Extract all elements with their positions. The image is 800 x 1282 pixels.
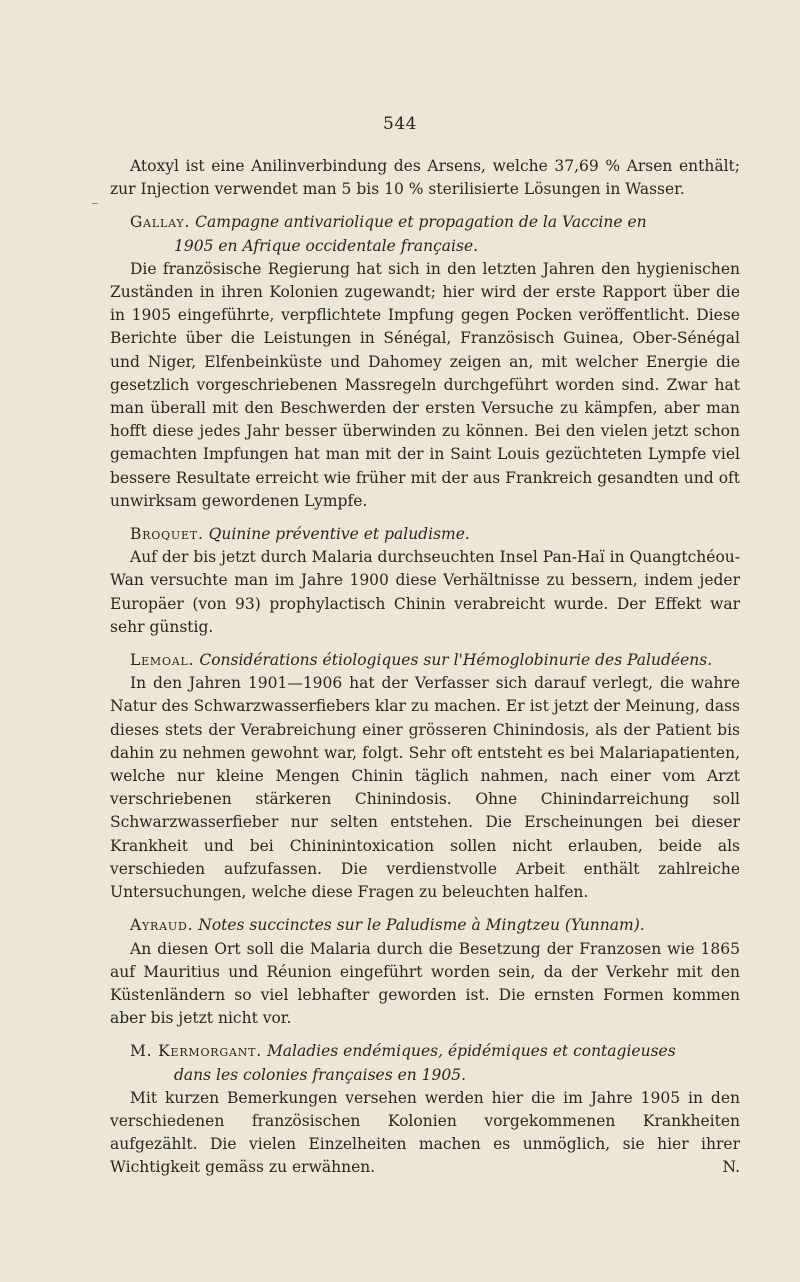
body-broquet: Auf der bis jetzt durch Malaria durchseuchten Insel Pan-Haï in Quangtchéou-Wan versuchte man im Jahre 1900 diese Verhältnisse zu bessern, indem jeder Europäer (von 93) prophylactisch Chinin verabreicht wurde. Der Effekt war sehr günstig. bbox=[110, 548, 740, 636]
section-heading-ayraud bbox=[110, 914, 740, 937]
body-lemoal: In den Jahren 1901—1906 hat der Verfasser sich darauf verlegt, die wahre Natur des Schwarzwasserfiebers klar zu machen. Er ist jetzt der Meinung, dass dieses stets der Verabreichung einer grösseren Chinindosis, als der Patient bis dahin zu nehmen gewohnt war, folgt. Sehr oft entsteht es bei Malariapatienten, welche nur kleine Mengen Chinin täglich nahmen, nach einer vom Arzt verschriebenen stärkeren Chinindosis. Ohne Chinindarreichung soll Schwarzwasserfieber nur selten entstehen. Die Erscheinungen bei dieser Krankheit und bei Chininintoxication sollen nicht erlauben, beide als verschieden aufzufassen. Die verdienstvolle Arbeit enthält zahlreiche Untersuchungen, welche diese Fragen zu beleuchten halfen. bbox=[110, 674, 740, 902]
author-ayraud: Ayraud. bbox=[130, 916, 194, 935]
title-lemoal: Considérations étiologiques sur l'Hémoglobinurie des Paludéens. bbox=[199, 651, 713, 670]
title-cont-kermorgant: dans les colonies françaises en 1905. bbox=[174, 1065, 467, 1084]
signature: N. bbox=[722, 1158, 740, 1177]
author-gallay: Gallay. bbox=[130, 213, 191, 232]
title-gallay: Campagne antivariolique et propagation de la Vaccine en bbox=[195, 213, 647, 232]
page-body bbox=[110, 155, 740, 1180]
body-kermorgant-text: Mit kurzen Bemerkungen versehen werden hier die im Jahre 1905 in den verschiedenen französischen Kolonien vorgekommenen Krankheiten aufgezählt. Die vielen Einzelheiten machen es unmöglich, sie hier ihrer Wichtigkeit gemäss zu erwähnen. bbox=[110, 1088, 740, 1177]
intro-paragraph: Atoxyl ist eine Anilinverbindung des Arsens, welche 37,69 % Arsen enthält; zur Injection verwendet man 5 bis 10 % sterilisierte Lösungen in Wasser. bbox=[110, 157, 740, 199]
section-heading-lemoal bbox=[110, 649, 740, 672]
title-cont-gallay: 1905 en Afrique occidentale française. bbox=[174, 236, 479, 255]
author-lemoal: Lemoal. bbox=[130, 651, 195, 670]
author-kermorgant: M. Kermorgant. bbox=[130, 1042, 262, 1061]
body-ayraud: An diesen Ort soll die Malaria durch die Besetzung der Franzosen wie 1865 auf Mauritius und Réunion eingeführt worden sein, da der Verkehr mit den Küstenländern so viel lebhafter geworden ist. Die ernsten Formen kommen aber bis jetzt nicht vor. bbox=[110, 939, 740, 1028]
title-broquet: Quinine préventive et paludisme. bbox=[208, 525, 470, 544]
page-number: 544 bbox=[383, 114, 417, 134]
section-heading-broquet bbox=[110, 523, 740, 546]
author-broquet: Broquet. bbox=[130, 525, 204, 544]
title-ayraud: Notes succinctes sur le Paludisme à Mingtzeu (Yunnam). bbox=[198, 916, 645, 935]
section-heading-kermorgant bbox=[110, 1040, 740, 1063]
section-heading-gallay bbox=[110, 211, 740, 234]
title-kermorgant: Maladies endémiques, épidémiques et contagieuses bbox=[266, 1042, 676, 1061]
body-kermorgant bbox=[110, 1087, 740, 1180]
body-gallay: Die französische Regierung hat sich in den letzten Jahren den hygienischen Zuständen in ihren Kolonien zugewandt; hier wird der erste Rapport über die in 1905 eingeführte, verpflichtete Impfung gegen Pocken veröffentlicht. Diese Berichte über die Leistungen in Sénégal, Französisch Guinea, Ober-Sénégal und Niger, Elfenbeinküste und Dahomey zeigen an, mit welcher Energie die gesetzlich vorgeschriebenen Massregeln durchgeführt worden sind. Zwar hat man überall mit den Beschwerden der ersten Versuche zu kämpfen, aber man hofft diese jedes Jahr besser überwinden zu können. Bei den vielen jetzt schon gemachten Impfungen hat man mit der in Saint Louis gezüchteten Lympfe viel bessere Resultate erreicht wie früher mit der aus Frankreich gesandten und oft unwirksam gewordenen Lympfe. bbox=[110, 259, 740, 510]
